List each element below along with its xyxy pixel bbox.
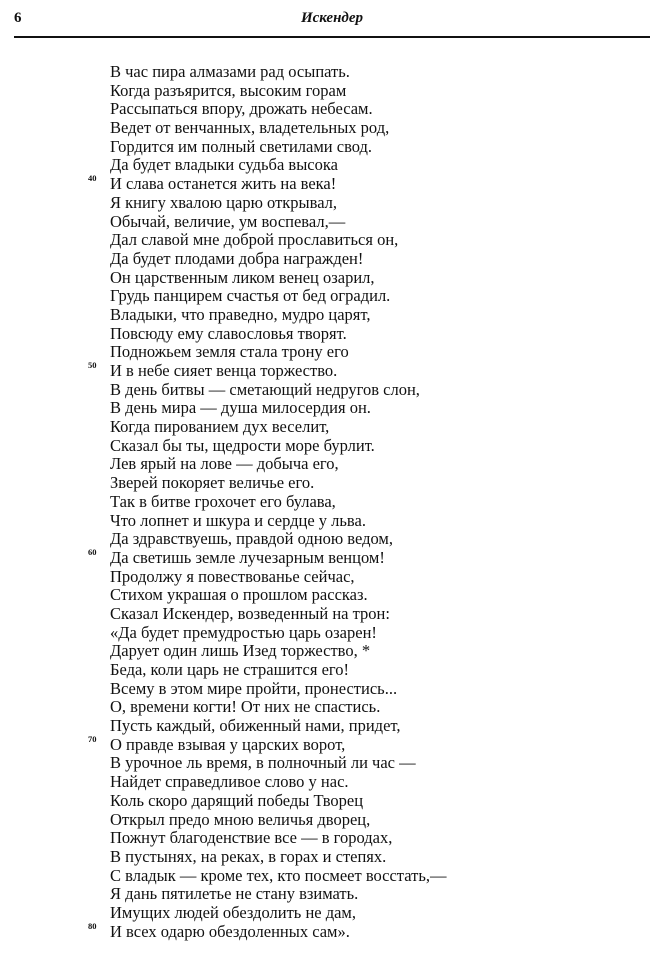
poem-line-text: Лев ярый на лове — добыча его, <box>110 454 339 474</box>
poem-line-text: Да будет владыки судьба высока <box>110 155 338 175</box>
poem-line-text: Повсюду ему славословья творят. <box>110 323 347 343</box>
poem-line-text: Стихом украшая о прошлом рассказ. <box>110 585 368 605</box>
poem-line <box>0 733 660 755</box>
poem-line-text: В час пира алмазами рад осыпать. <box>110 62 350 81</box>
poem-line-text: Грудь панцирем счастья от бед оградил. <box>110 286 391 306</box>
poem-line-text: В урочное ль время, в полночный ли час — <box>110 753 416 773</box>
poem-line-text: Обычай, величие, ум воспевал,— <box>110 211 346 231</box>
poem-line <box>0 455 660 474</box>
line-number: 70 <box>88 733 97 744</box>
poem-line <box>0 512 660 531</box>
poem-line-text: Пожнут благоденствие все — в городах, <box>110 828 393 848</box>
poem-line-text: Зверей покоряет величье его. <box>110 473 315 493</box>
poem-line <box>0 586 660 605</box>
poem-line-text: Я дань пятилетье не стану взимать. <box>110 884 359 904</box>
poem-line <box>0 867 660 886</box>
poem-line <box>0 530 660 549</box>
running-title: Искендер <box>300 10 364 26</box>
poem-line <box>0 418 660 437</box>
poem-line-text: Открыл предо мною величья дворец, <box>110 809 371 829</box>
poem-line-text: Гордится им полный светилами свод. <box>110 136 373 156</box>
poem-line <box>0 287 660 306</box>
poem-line-text: О правде взывая у царских ворот, <box>110 734 346 754</box>
poem-line <box>0 138 660 157</box>
poem-line <box>0 904 660 923</box>
poem-line-text: Я книгу хвалою царю открывал, <box>110 192 338 212</box>
poem-line <box>0 754 660 773</box>
poem-line-text: Что лопнет и шкура и сердце у льва. <box>110 510 366 530</box>
poem-line-text: Так в битве грохочет его булава, <box>110 491 336 511</box>
poem-line-text: Имущих людей обездолить не дам, <box>110 902 357 922</box>
poem-line-text: В день мира — душа милосердия он. <box>110 398 371 418</box>
page-header <box>14 10 650 36</box>
poem-line-text: Подножьем земля стала трону его <box>110 342 349 362</box>
poem-line <box>0 63 660 82</box>
poem-line-text: Да здравствуешь, правдой одною ведом, <box>110 529 393 549</box>
poem-line-text: Всему в этом мире пройти, пронестись... <box>110 678 398 698</box>
poem-line-text: Найдет справедливое слово у нас. <box>110 772 349 792</box>
poem-line <box>0 362 660 381</box>
poem-line-text: Коль скоро дарящий победы Творец <box>110 790 364 810</box>
poem-line <box>0 156 660 175</box>
poem-line <box>0 568 660 587</box>
poem-line <box>0 811 660 830</box>
poem-line <box>0 100 660 119</box>
poem-line-text: В пустынях, на реках, в горах и степях. <box>110 846 387 866</box>
poem-line-text: Когда разъярится, высоким горам <box>110 80 347 100</box>
line-number: 80 <box>88 920 97 931</box>
poem-line <box>0 306 660 325</box>
poem-line <box>0 698 660 717</box>
header-rule <box>14 36 650 38</box>
poem-line <box>0 848 660 867</box>
poem-line-text: Сказал бы ты, щедрости море бурлит. <box>110 435 375 455</box>
poem-line <box>0 493 660 512</box>
line-number: 60 <box>88 546 97 557</box>
poem-line <box>0 885 660 904</box>
poem-line <box>0 605 660 624</box>
poem-line-text: Да будет плодами добра награжден! <box>110 248 364 268</box>
poem-line <box>0 624 660 643</box>
page-number: 6 <box>14 10 22 26</box>
poem-line-text: Продолжу я повествованье сейчас, <box>110 566 355 586</box>
poem-line <box>0 920 660 942</box>
poem-line-text: И слава останется жить на века! <box>110 174 337 194</box>
poem-line-text: Да светишь земле лучезарным венцом! <box>110 547 385 567</box>
poem-line <box>0 829 660 848</box>
poem-line <box>0 269 660 288</box>
poem-line <box>0 194 660 213</box>
poem-line <box>0 399 660 418</box>
poem-line-text: Беда, коли царь не страшится его! <box>110 660 350 679</box>
poem-line-text: И всех одарю обездоленных сам». <box>110 921 350 941</box>
poem-line <box>0 474 660 493</box>
poem-line <box>0 213 660 232</box>
poem-line-text: Рассыпаться впору, дрожать небесам. <box>110 99 373 119</box>
poem-line <box>0 119 660 138</box>
poem-line <box>0 642 660 661</box>
poem-line-text: Сказал Искендер, возведенный на трон: <box>110 603 390 623</box>
poem-line-text: С владык — кроме тех, кто посмеет восстать,— <box>110 865 447 885</box>
poem-line <box>0 546 660 568</box>
poem-line <box>0 82 660 101</box>
poem-line <box>0 661 660 680</box>
poem-line <box>0 325 660 344</box>
poem-line <box>0 437 660 456</box>
poem-line-text: Пусть каждый, обиженный нами, придет, <box>110 716 401 736</box>
poem-line <box>0 792 660 811</box>
poem-line-text: Владыки, что праведно, мудро царят, <box>110 304 371 324</box>
poem-line-text: Когда пированием дух веселит, <box>110 417 330 437</box>
poem-line <box>0 343 660 362</box>
poem-line <box>0 717 660 736</box>
poem-line-text: Дарует один лишь Изед торжество, * <box>110 641 371 661</box>
poem-line-text: Ведет от венчанных, владетельных род, <box>110 118 390 138</box>
poem-text <box>0 63 660 941</box>
poem-line <box>0 773 660 792</box>
poem-line <box>0 250 660 269</box>
poem-line <box>0 175 660 194</box>
poem-line <box>0 680 660 699</box>
poem-line-text: Он царственным ликом венец озарил, <box>110 267 375 287</box>
poem-line <box>0 381 660 400</box>
poem-line-text: В день битвы — сметающий недругов слон, <box>110 379 420 399</box>
line-number: 50 <box>88 360 97 370</box>
poem-line-text: И в небе сияет венца торжество. <box>110 361 338 380</box>
line-number: 40 <box>88 173 97 184</box>
poem-line <box>0 231 660 250</box>
poem-line-text: О, времени когти! От них не спастись. <box>110 697 381 717</box>
poem-line-text: Дал славой мне доброй прославиться он, <box>110 230 399 250</box>
poem-line-text: «Да будет премудростью царь озарен! <box>110 622 377 642</box>
